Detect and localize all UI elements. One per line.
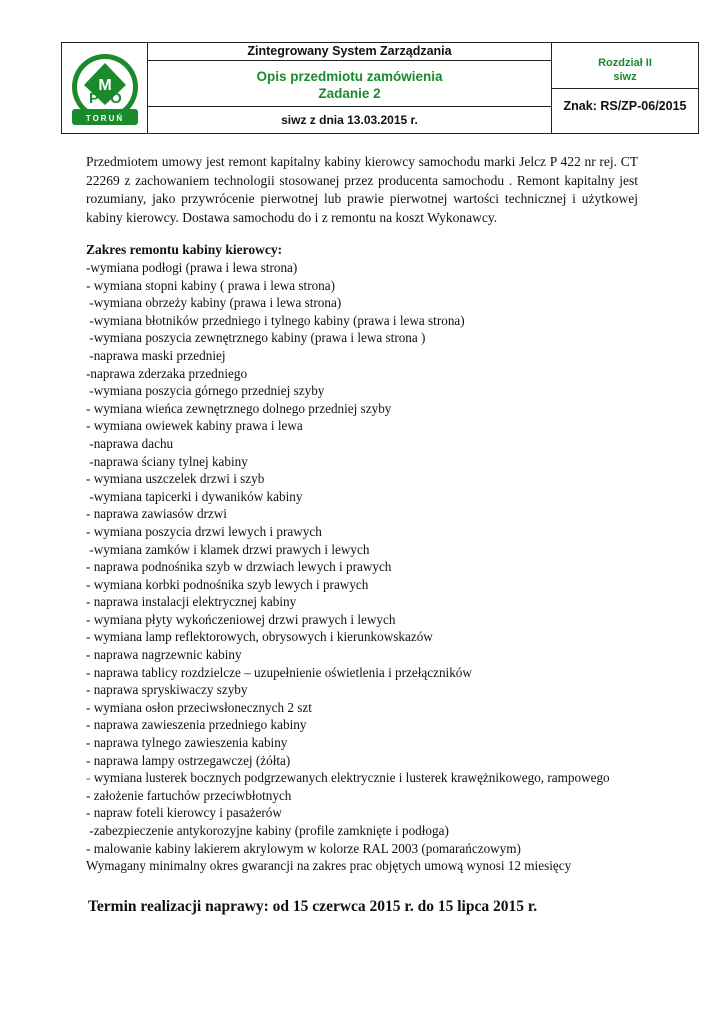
scope-list-item: - naprawa spryskiwaczy szyby [86,682,248,698]
scope-list-item: -wymiana obrzeży kabiny (prawa i lewa strona) [86,295,342,311]
scope-list-item: -wymiana poszycia zewnętrznego kabiny (prawa i lewa strona ) [86,330,426,346]
org-system-label: Zintegrowany System Zarządzania [148,43,551,61]
svg-text:O: O [110,90,122,107]
intro-text: Przedmiotem umowy jest remont kapitalny kabiny kierowcy samochodu marki Jelcz P 422 nr rej. CT 22269 z zachowaniem technologii stosowanej przez producenta samochodu . Remont kapitalny jest rozumiany, jako przywrócenie pierwotnej lub prawie pierwotnej wartości technicznej i użytkowej kabiny kierowcy. Dostawa samochodu do i z remontu na koszt Wykonawcy. [86,154,638,225]
scope-list-item: - naprawa tablicy rozdzielcze – uzupełnienie oświetlenia i przełączników [86,664,472,680]
scope-list-item: - wymiana osłon przeciwsłonecznych 2 szt [86,699,312,715]
scope-list-item: - wymiana płyty wykończeniowej drzwi prawych i lewych [86,611,396,627]
scope-list-item: - naprawa instalacji elektrycznej kabiny [86,594,297,610]
scope-list-item: - wymiana poszycia drzwi lewych i prawych [86,523,322,539]
scope-list-item: - założenie fartuchów przeciwbłotnych [86,787,292,803]
logo-cell [62,43,148,133]
deadline-statement: Termin realizacji naprawy: od 15 czerwca 2015 r. do 15 lipca 2015 r. [88,898,538,915]
siwz-date: siwz z dnia 13.03.2015 r. [281,113,418,127]
scope-list-item: -wymiana błotników przedniego i tylnego kabiny (prawa i lewa strona) [86,312,465,328]
svg-text:P: P [88,90,100,107]
scope-list-item: -wymiana poszycia górnego przedniej szyby [86,383,325,399]
document-header [61,42,699,134]
section-cell [552,43,698,133]
section-label [552,43,698,89]
document-title-line1: Opis przedmiotu zamówienia [256,69,443,84]
scope-list-item: - naprawa zawieszenia przedniego kabiny [86,717,307,733]
intro-paragraph [86,153,638,227]
scope-list-item: -naprawa dachu [86,435,174,451]
scope-list-item: - naprawa podnośnika szyb w drzwiach lewych i prawych [86,559,392,575]
document-title-line2: Zadanie 2 [318,86,381,101]
scope-list-item: - wymiana owiewek kabiny prawa i lewa [86,418,303,434]
document-title [148,61,551,107]
svg-text:1974: 1974 [100,93,110,98]
section-label-line2: siwz [613,71,637,83]
scope-list-item: - napraw foteli kierowcy i pasażerów [86,805,282,821]
scope-list-item: -wymiana podłogi (prawa i lewa strona) [86,260,298,275]
scope-list-item: - malowanie kabiny lakierem akrylowym w kolorze RAL 2003 (pomarańczowym) [86,840,521,856]
scope-list-item: - wymiana lamp reflektorowych, obrysowych i kierunkowskazów [86,629,433,645]
svg-text:M: M [98,77,112,94]
scope-list-item: -zabezpieczenie antykorozyjne kabiny (profile zamknięte i podłoga) [86,823,449,838]
scope-list-item: -wymiana zamków i klamek drzwi prawych i lewych [86,541,370,557]
scope-list-item: - naprawa tylnego zawieszenia kabiny [86,735,288,751]
scope-list-item: Wymagany minimalny okres gwarancji na zakres prac objętych umową wynosi 12 miesięcy [86,858,572,874]
scope-list-item: -naprawa zderzaka przedniego [86,365,248,381]
scope-list-item: - wymiana lusterek bocznych podgrzewanych elektrycznie i lusterek krawężnikowego, rampowego [86,770,610,786]
scope-list-item: -naprawa maski przedniej [86,347,226,363]
scope-list-item: - naprawa lampy ostrzegawczej (żółta) [86,752,291,768]
scope-list-item: -naprawa ściany tylnej kabiny [86,453,248,469]
scope-title: Zakres remontu kabiny kierowcy: [86,242,283,257]
scope-list-item: - wymiana wieńca zewnętrznego dolnego przedniej szyby [86,400,392,416]
title-cell [148,43,552,133]
svg-text:TORUŃ: TORUŃ [85,114,125,123]
scope-list-item: - naprawa zawiasów drzwi [86,506,227,522]
mpo-torun-logo [70,51,140,127]
red-dash-marker: - [86,770,94,786]
section-label-line1: Rozdział II [598,57,652,69]
scope-list-item: -wymiana tapicerki i dywaników kabiny [86,488,303,504]
scope-list-item: - naprawa nagrzewnic kabiny [86,647,242,663]
scope-list [86,259,686,875]
scope-list-item: - wymiana uszczelek drzwi i szyb [86,471,265,487]
scope-list-item: - wymiana korbki podnośnika szyb lewych i prawych [86,576,369,592]
document-sign: Znak: RS/ZP-06/2015 [563,99,687,113]
scope-list-item: - wymiana stopni kabiny ( prawa i lewa strona) [86,277,336,293]
